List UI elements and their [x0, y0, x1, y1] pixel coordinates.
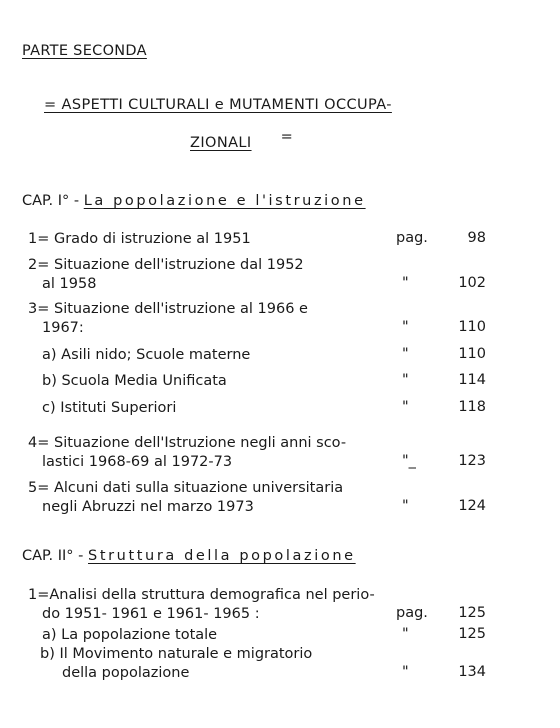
page-number: 102	[458, 275, 486, 291]
chapter-2-heading	[22, 548, 356, 564]
page-indicator: "	[402, 664, 409, 680]
entry-title: 3= Situazione dell'istruzione al 1966 e	[28, 301, 308, 317]
page-indicator: pag.	[396, 605, 428, 621]
chapter-1-label: CAP. I° -	[22, 193, 80, 209]
page-indicator: "	[402, 275, 409, 291]
entry-title: 4= Situazione dell'Istruzione negli anni sco-	[28, 435, 347, 451]
page-number: 114	[458, 372, 486, 388]
page-number: 110	[458, 346, 486, 362]
entry-title: b) Il Movimento naturale e migratorio	[40, 646, 313, 662]
chapter-2-label: CAP. II° -	[22, 548, 84, 564]
page-number: 123	[458, 453, 486, 469]
page-number: 134	[458, 664, 486, 680]
page-indicator: "	[402, 319, 409, 335]
subtitle-end: =	[280, 129, 294, 145]
page-number: 110	[458, 319, 486, 335]
section-subtitle-line1	[44, 97, 392, 113]
subtitle-text: = ASPETTI CULTURALI e MUTAMENTI OCCUPA-	[44, 97, 392, 113]
entry-title: a) La popolazione totale	[42, 627, 218, 643]
chapter-2-title: Struttura della popolazione	[88, 548, 356, 564]
page-indicator: "	[402, 399, 409, 415]
entry-title: 1= Grado di istruzione al 1951	[28, 231, 251, 247]
chapter-1-title: La popolazione e l'istruzione	[83, 193, 366, 209]
subtitle-text-2: ZIONALI	[190, 135, 252, 151]
part-title: PARTE SECONDA	[22, 43, 147, 59]
entry-title-continued: do 1951- 1961 e 1961- 1965 :	[42, 606, 260, 622]
page-number: 118	[458, 399, 486, 415]
entry-title: c) Istituti Superiori	[42, 400, 177, 416]
entry-title-continued: al 1958	[42, 276, 97, 292]
page-indicator: "	[402, 498, 409, 514]
page-number: 124	[458, 498, 486, 514]
entry-title: b) Scuola Media Unificata	[42, 373, 227, 389]
page-indicator: "	[402, 346, 409, 362]
section-subtitle-line2	[190, 129, 294, 151]
page-indicator: "_	[402, 453, 416, 469]
entry-title-continued: lastici 1968-69 al 1972-73	[42, 454, 233, 470]
page-number: 125	[458, 605, 486, 621]
entry-title-continued: negli Abruzzi nel marzo 1973	[42, 499, 254, 515]
entry-title-continued: 1967:	[42, 320, 84, 336]
entry-title-continued: della popolazione	[62, 665, 190, 681]
entry-title: 2= Situazione dell'istruzione dal 1952	[28, 257, 304, 273]
page-number: 98	[467, 230, 486, 246]
entry-title: 1=Analisi della struttura demografica nel perio-	[28, 587, 375, 603]
entry-title: a) Asili nido; Scuole materne	[42, 347, 251, 363]
entry-title: 5= Alcuni dati sulla situazione universitaria	[28, 480, 344, 496]
page-number: 125	[458, 626, 486, 642]
page-indicator: "	[402, 372, 409, 388]
chapter-1-heading	[22, 193, 366, 209]
page-indicator: pag.	[396, 230, 428, 246]
page-indicator: "	[402, 626, 409, 642]
